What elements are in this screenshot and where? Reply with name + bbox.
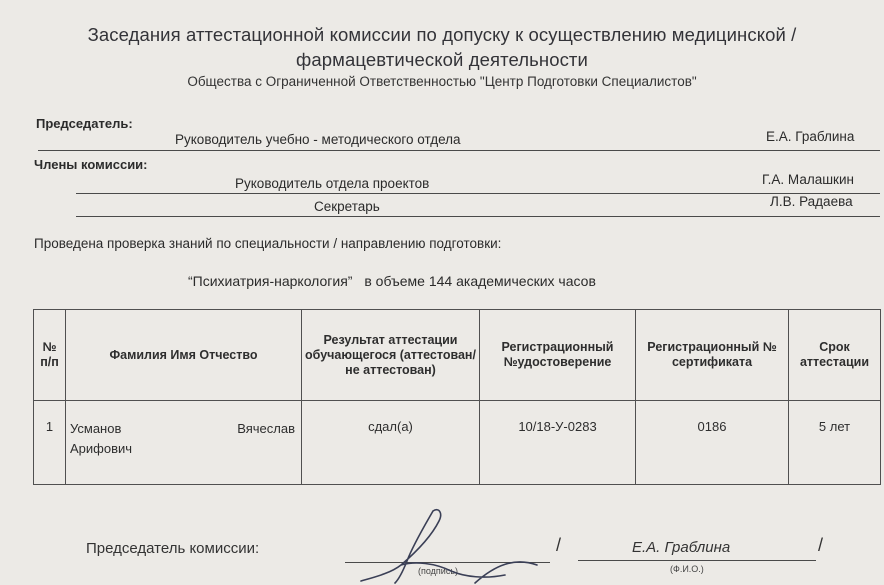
document-title-line1: Заседания аттестационной комиссии по допуску к осуществлению медицинской / (87, 24, 797, 45)
member-2-underline (76, 216, 880, 217)
caption-sign: (подпись) (418, 566, 459, 576)
signature-slash-2: / (818, 535, 824, 555)
specialty-volume: в объеме 144 академических часов (364, 273, 596, 289)
cell-number: 1 (34, 401, 66, 485)
cell-sertificate-reg: 0186 (636, 401, 789, 485)
cell-patronymic: Арифович (70, 441, 133, 456)
signature-name: Е.А. Граблина (632, 539, 731, 556)
cell-result: сдал(а) (302, 401, 480, 485)
member-1-underline (76, 193, 880, 194)
name-line (578, 560, 816, 561)
organization-name: Общества с Ограниченной Ответственностью "Центр Подготовки Специалистов" (187, 74, 697, 89)
cell-term: 5 лет (789, 401, 881, 485)
chairman-name: Е.А. Граблина (766, 129, 855, 144)
caption-fio: (Ф.И.О.) (670, 564, 704, 574)
handwritten-signature-icon (355, 505, 545, 585)
cell-fullname (66, 401, 302, 485)
specialty-line (188, 273, 596, 289)
members-label: Члены комиссии: (34, 157, 148, 172)
signature-slash-1: / (556, 535, 562, 555)
table-row (34, 401, 881, 485)
member-1-position: Руководитель отдела проектов (235, 176, 430, 191)
signature-label: Председатель комиссии: (86, 540, 260, 557)
chairman-label: Председатель: (36, 116, 133, 131)
chairman-underline (38, 150, 880, 151)
table-header-row (34, 310, 881, 401)
cell-firstname: Вячеслав (237, 421, 295, 436)
member-1-name: Г.А. Малашкин (762, 172, 854, 187)
header-sertificate-reg: Регистрационный № сертификата (636, 310, 789, 401)
member-2-position: Секретарь (314, 199, 380, 214)
header-result: Результат аттестации обучающегося (аттестован/не аттестован) (302, 310, 480, 401)
member-2-name: Л.В. Радаева (770, 194, 853, 209)
header-fullname: Фамилия Имя Отчество (66, 310, 302, 401)
chairman-position: Руководитель учебно - методического отдела (175, 132, 461, 147)
specialty-name: “Психиатрия-наркология” (188, 273, 353, 289)
check-text: Проведена проверка знаний по специальности / направлению подготовки: (34, 236, 502, 251)
header-certificate-reg: Регистрационный №удостоверение (480, 310, 636, 401)
document-title-line2: фармацевтической деятельности (296, 49, 588, 70)
header-term: Срок аттестации (789, 310, 881, 401)
header-number: № п/п (34, 310, 66, 401)
cell-certificate-reg: 10/18-У-0283 (480, 401, 636, 485)
attestation-table (33, 309, 881, 485)
cell-surname: Усманов (70, 421, 122, 436)
